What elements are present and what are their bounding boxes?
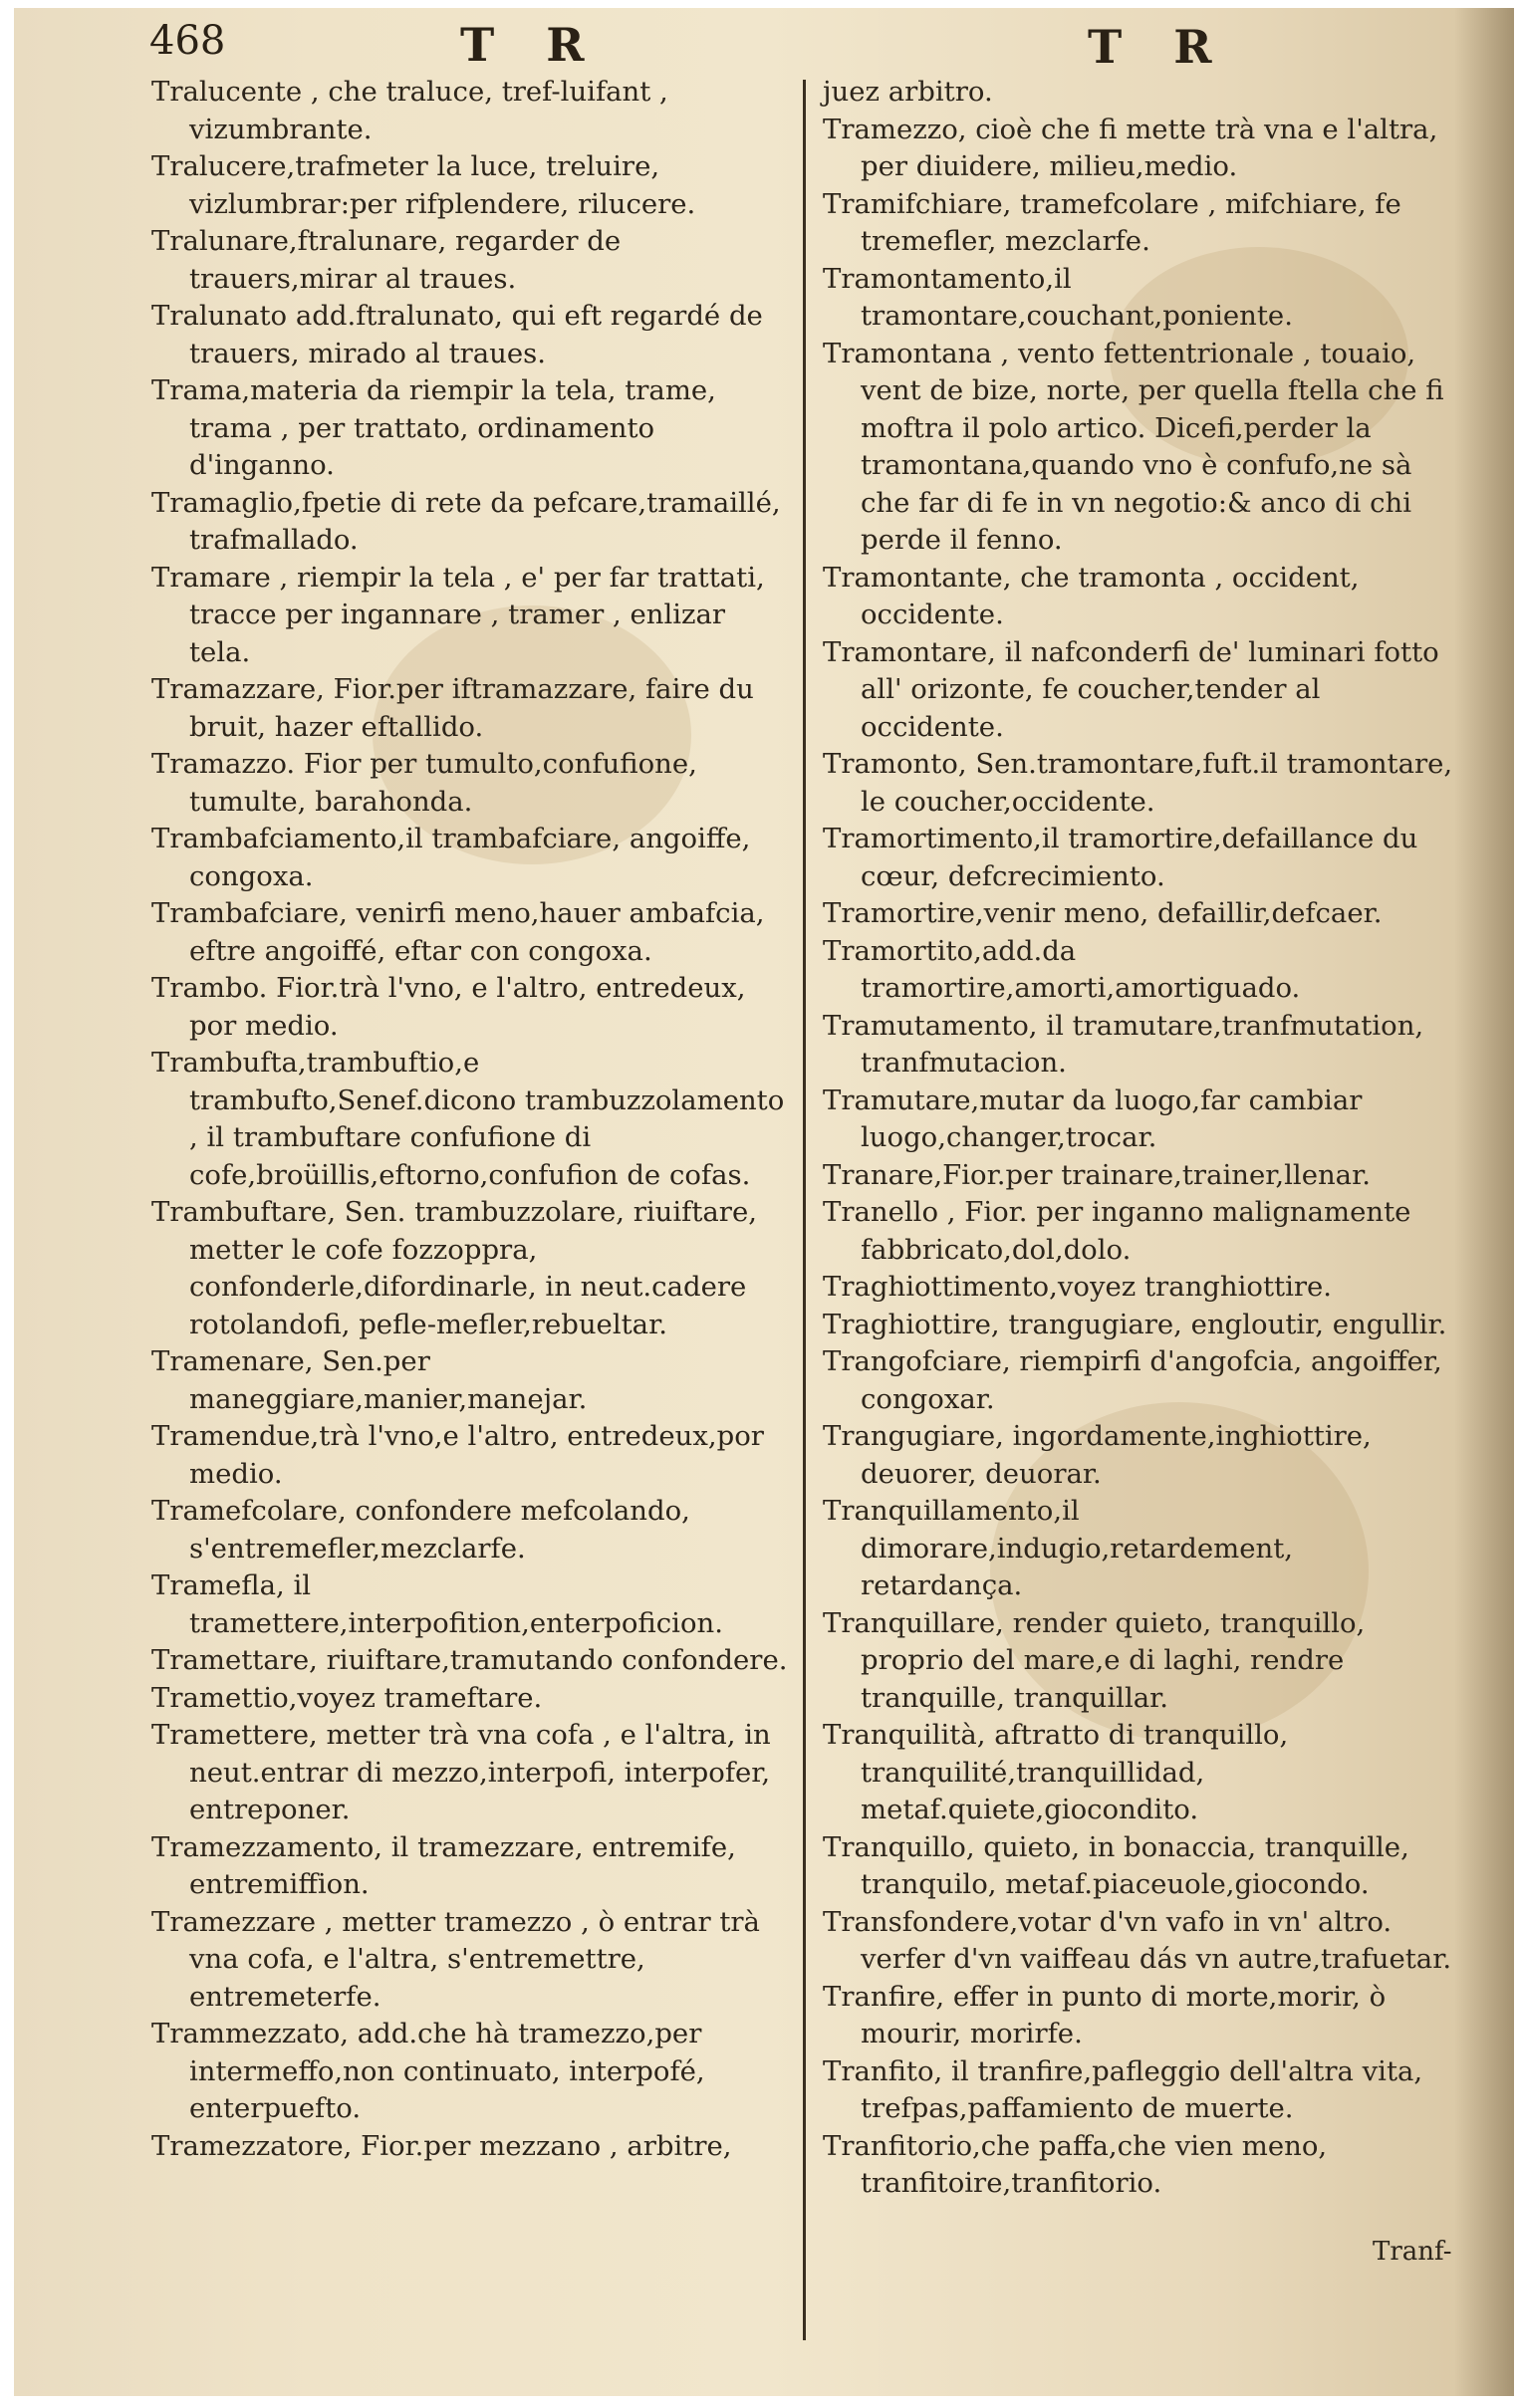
dictionary-entry: Tramettio,voyez trameftare. [151, 1681, 543, 1714]
dictionary-entry: Tramenare, Sen.per maneggiare,manier,manejar. [151, 1345, 588, 1415]
dictionary-entry: Trambafciamento,il trambafciare, angoiffe, congoxa. [151, 823, 751, 892]
dictionary-entry: Tramazzare, Fior.per iftramazzare, faire du bruit, hazer eftallido. [151, 673, 754, 743]
right-column [823, 74, 1460, 2203]
dictionary-entry: Tramutamento, il tramutare,tranfmutation, tranfmutacion. [823, 1009, 1424, 1079]
dictionary-entry: Trangugiare, ingordamente,inghiottire, deuorer, deuorar. [823, 1420, 1372, 1490]
dictionary-entry: Trammezzato, add.che hà tramezzo,per intermeffo,non continuato, interpofé, enterpuefto. [151, 2018, 705, 2124]
dictionary-entry: Tramutare,mutar da luogo,far cambiar luogo,changer,trocar. [823, 1084, 1363, 1153]
dictionary-entry: Trambafciare, venirfi meno,hauer ambafcia, eftre angoiffé, eftar con congoxa. [151, 897, 765, 967]
page-number: 468 [149, 18, 226, 64]
dictionary-entry: Tralucere,trafmeter la luce, treluire, vizlumbrar:per rifplendere, rilucere. [151, 150, 696, 220]
dictionary-entry: Traghiottire, trangugiare, engloutir, engullir. [823, 1308, 1447, 1340]
dictionary-entry: Trama,materia da riempir la tela, trame, trama , per trattato, ordinamento d'inganno. [151, 374, 716, 481]
dictionary-entry: Tramaglio,fpetie di rete da pefcare,tramaillé, trafmallado. [151, 486, 781, 556]
dictionary-entry: Tramezzare , metter tramezzo , ò entrar trà vna cofa, e l'altra, s'entremettre, entremeterfe. [151, 1905, 760, 2013]
dictionary-entry: Tralunare,ftralunare, regarder de trauers,mirar al traues. [151, 225, 622, 295]
dictionary-entry: Tramendue,trà l'vno,e l'altro, entredeux,por medio. [151, 1420, 764, 1490]
dictionary-entry: Tranfito, il tranfire,pafleggio dell'altra vita, trefpas,paffamiento de muerte. [823, 2054, 1423, 2124]
dictionary-entry: Tramontare, il nafconderfi de' luminari fotto all' orizonte, fe coucher,tender al occidente. [823, 635, 1439, 743]
dictionary-entry: Transfondere,votar d'vn vafo in vn' altro. verfer d'vn vaiffeau dás vn autre,trafuetar. [823, 1905, 1452, 1975]
dictionary-entry: Tramortito,add.da tramortire,amorti,amortiguado. [823, 934, 1301, 1004]
left-column [151, 74, 795, 2165]
dictionary-entry: Trambuftare, Sen. trambuzzolare, riuiftare, metter le cofe fozzoppra, confonderle,difordinarle, in neut.cadere rotolandofi, pefle-mefler,rebueltar. [151, 1196, 757, 1340]
dictionary-entry: Tramare , riempir la tela , e' per far trattati, tracce per ingannare , tramer , enlizar tela. [151, 561, 765, 668]
dictionary-entry: Tralunato add.ftralunato, qui eft regardé de trauers, mirado al traues. [151, 300, 763, 369]
dictionary-entry: Tramezzatore, Fior.per mezzano , arbitre, [151, 2129, 732, 2162]
dictionary-entry: Tranquillo, quieto, in bonaccia, tranquille, tranquilo, metaf.piaceuole,giocondo. [823, 1830, 1409, 1900]
dictionary-entry: Traghiottimento,voyez tranghiottire. [823, 1271, 1333, 1303]
dictionary-entry: Tramezzo, cioè che fi mette trà vna e l'altra, per diuidere, milieu,medio. [823, 113, 1438, 182]
dictionary-entry: Tramortimento,il tramortire,defaillance du cœur, defcrecimiento. [823, 823, 1418, 892]
dictionary-entry: Trambo. Fior.trà l'vno, e l'altro, entredeux, por medio. [151, 972, 746, 1042]
dictionary-entry: Tramonto, Sen.tramontare,fuft.il tramontare, le coucher,occidente. [823, 748, 1453, 818]
dictionary-entry: Tranfitorio,che paffa,che vien meno, tranfitoire,tranfitorio. [823, 2129, 1328, 2199]
dictionary-entry: Tralucente , che traluce, tref-luifant , vizumbrante. [151, 76, 668, 145]
dictionary-entry: Tramifchiare, tramefcolare , mifchiare, fe tremefler, mezclarfe. [823, 187, 1401, 257]
dictionary-entry: Tranquilità, aftratto di tranquillo, tranquilité,tranquillidad, metaf.quiete,giocondito. [823, 1719, 1289, 1825]
dictionary-entry: Trangofciare, riempirfi d'angofcia, angoiffer, congoxar. [823, 1345, 1442, 1415]
dictionary-entry: Tramortire,venir meno, defaillir,defcaer. [823, 897, 1383, 929]
spine-shadow [1454, 8, 1514, 2396]
dictionary-entry: Tranello , Fior. per inganno malignamente fabbricato,dol,dolo. [823, 1196, 1411, 1266]
dictionary-entry: Tranquillare, render quieto, tranquillo, proprio del mare,e di laghi, rendre tranquille, tranquillar. [823, 1606, 1366, 1714]
dictionary-entry: Tramazzo. Fior per tumulto,confufione, tumulte, barahonda. [151, 748, 697, 818]
catchword: Tranf- [1373, 2237, 1452, 2267]
dictionary-entry: juez arbitro. [823, 76, 993, 108]
dictionary-entry: Tranquillamento,il dimorare,indugio,retardement, retardança. [823, 1495, 1293, 1601]
dictionary-entry: Tranfire, effer in punto di morte,morir, ò mourir, morirfe. [823, 1980, 1387, 2049]
dictionary-entry: Tramettare, riuiftare,tramutando confondere. [151, 1644, 788, 1676]
dictionary-entry: Tramontante, che tramonta , occident, occidente. [823, 561, 1360, 630]
dictionary-entry: Tramontamento,il tramontare,couchant,poniente. [823, 262, 1293, 332]
running-head-left: T R [460, 18, 603, 72]
dictionary-entry: Tranare,Fior.per trainare,trainer,llenar. [823, 1158, 1371, 1191]
dictionary-entry: Tramefla, il tramettere,interpofition,enterpoficion. [151, 1569, 723, 1639]
column-divider [803, 80, 806, 2340]
dictionary-entry: Tramezzamento, il tramezzare, entremife, entremiffion. [151, 1830, 736, 1900]
running-head-right: T R [1088, 20, 1230, 74]
dictionary-entry: Tramettere, metter trà vna cofa , e l'altra, in neut.entrar di mezzo,interpofi, interpofer, entreponer. [151, 1719, 771, 1825]
dictionary-entry: Tramefcolare, confondere mefcolando, s'entremefler,mezclarfe. [151, 1495, 690, 1565]
dictionary-entry: Trambufta,trambuftio,e trambufto,Senef.dicono trambuzzolamento , il trambuftare confufione di cofe,broüillis,eftorno,confufion de cofas. [151, 1047, 785, 1191]
dictionary-entry: Tramontana , vento fettentrionale , touaio, vent de bize, norte, per quella ftella che fi moftra il polo artico. Dicefi,perder la tramontana,quando vno è confufo,ne sà che far di fe in vn negotio:& anco di chi perde il fenno. [823, 337, 1444, 556]
